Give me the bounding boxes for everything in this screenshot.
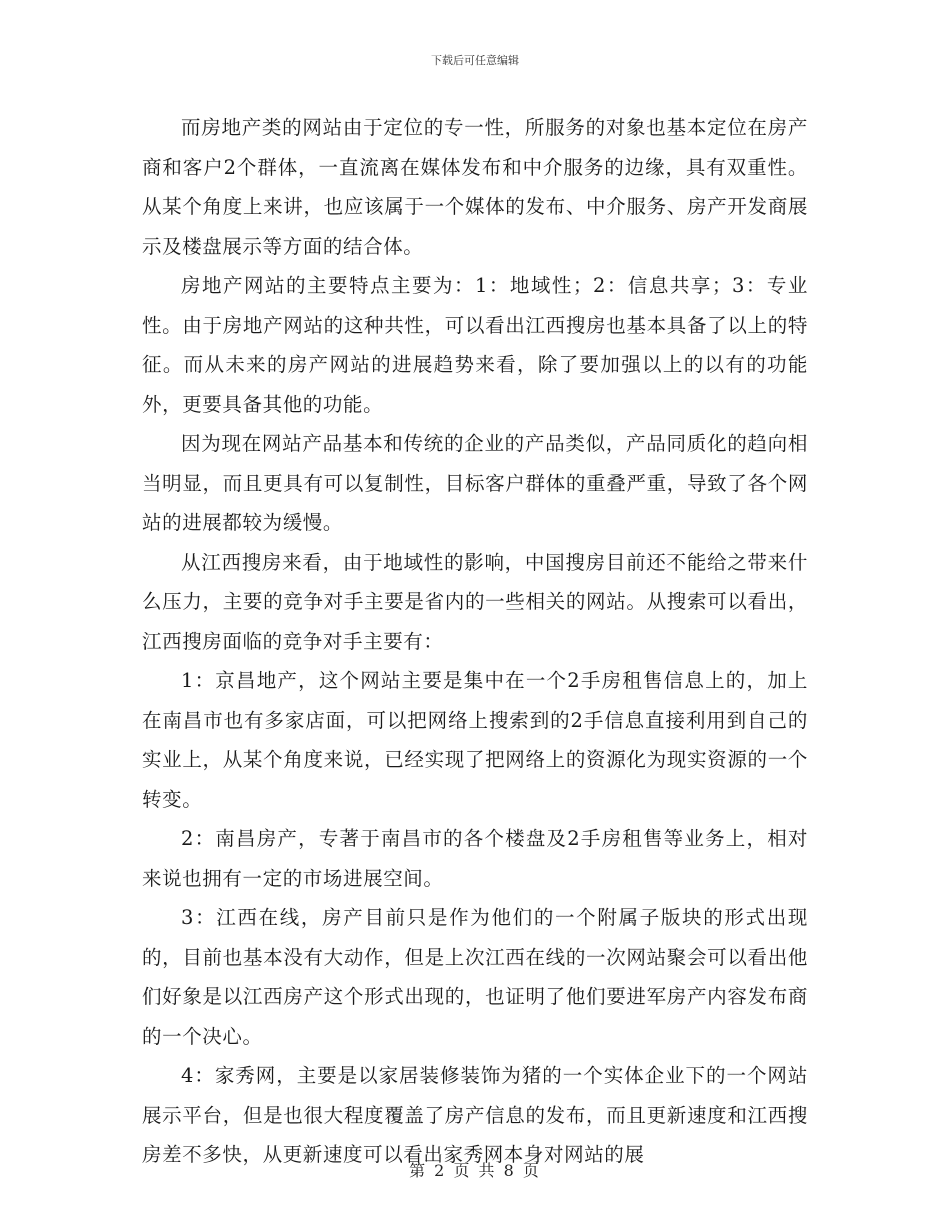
paragraph: 3：江西在线，房产目前只是作为他们的一个附属子版块的形式出现的，目前也基本没有大动作，但是上次江西在线的一次网站聚会可以看出他们好象是以江西房产这个形式出现的，也证明了他们要进军房产内容发布商的一个决心。 (142, 906, 808, 1048)
paragraph: 从江西搜房来看，由于地域性的影响，中国搜房目前还不能给之带来什么压力，主要的竞争对手主要是省内的一些相关的网站。从搜索可以看出，江西搜房面临的竞争对手主要有： (142, 550, 808, 653)
paragraph: 因为现在网站产品基本和传统的企业的产品类似，产品同质化的趋向相当明显，而且更具有可以复制性，目标客户群体的重叠严重，导致了各个网站的进展都较为缓慢。 (142, 432, 808, 534)
paragraph: 2：南昌房产，专著于南昌市的各个楼盘及2手房租售等业务上，相对来说也拥有一定的市场进展空间。 (142, 827, 808, 890)
header-note: 下载后可任意编辑 (431, 54, 519, 67)
paragraph: 房地产网站的主要特点主要为：1：地域性；2：信息共享；3：专业性。由于房地产网站的这种共性，可以看出江西搜房也基本具备了以上的特征。而从未来的房产网站的进展趋势来看，除了要加强以上的以有的功能外，更要具备其他的功能。 (142, 274, 808, 416)
page-number-footer: 第 2 页 共 8 页 (409, 1161, 541, 1180)
paragraph: 1：京昌地产，这个网站主要是集中在一个2手房租售信息上的，加上在南昌市也有多家店面，可以把网络上搜索到的2手信息直接利用到自己的实业上，从某个角度来说，已经实现了把网络上的资源化为现实资源的一个转变。 (142, 669, 808, 811)
paragraph: 4：家秀网，主要是以家居装修装饰为猪的一个实体企业下的一个网站展示平台，但是也很大程度覆盖了房产信息的发布，而且更新速度和江西搜房差不多快，从更新速度可以看出家秀网本身对网站的展 (142, 1064, 808, 1166)
paragraph: 而房地产类的网站由于定位的专一性，所服务的对象也基本定位在房产商和客户2个群体，一直流离在媒体发布和中介服务的边缘，具有双重性。从某个角度上来讲，也应该属于一个媒体的发布、中介服务、房产开发商展示及楼盘展示等方面的结合体。 (142, 116, 808, 258)
body-text (142, 108, 808, 1175)
